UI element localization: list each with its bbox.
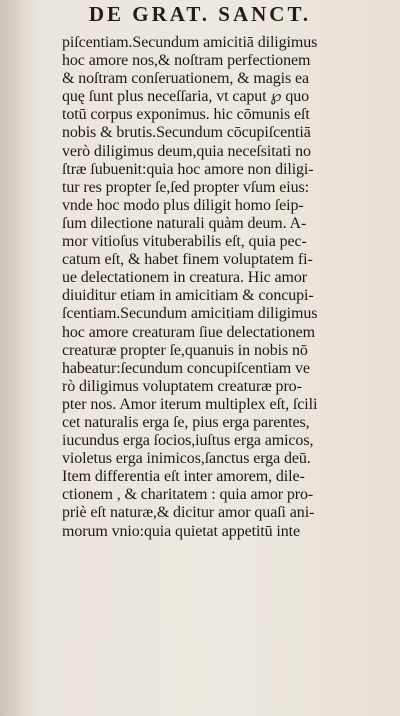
text-line: totū corpus exponimus. hic cōmunis eſt [62, 106, 310, 124]
text-line: quę ſunt plus neceſſaria, vt caput ℘ quo [62, 88, 310, 106]
text-line: rò diligimus voluptatem creaturæ pro- [62, 377, 302, 395]
text-line: priè eſt naturæ,& dicitur amor quaſi ani- [62, 504, 315, 522]
text-line: ſtræ ſubuenit:quia hoc amore non diligi- [62, 160, 314, 178]
text-line: tur res propter ſe,ſed propter vſum eius: [62, 178, 309, 196]
text-block [62, 34, 392, 541]
text-line: nobis & brutis.Secundum cōcupiſcentiā [62, 124, 311, 142]
text-line: hoc amore nos,& noſtram perfectionem [62, 52, 311, 70]
text-line: vnde hoc modo plus diligit homo ſeip- [62, 196, 304, 214]
text-line: ſum dilectione naturali quàm deum. A- [62, 214, 307, 232]
gutter-shadow [0, 0, 40, 716]
text-line: diuiditur etiam in amicitiam & concupi- [62, 287, 314, 305]
text-line: ue delectationem in creatura. Hic amor [62, 269, 307, 287]
text-line: hoc amore creaturam ſiue delectationem [62, 323, 315, 341]
text-line: cet naturalis erga ſe, pius erga parentes, [62, 413, 310, 431]
text-line: catum eſt, & habet finem voluptatem fi- [62, 251, 313, 269]
text-line: pter nos. Amor iterum multiplex eſt, ſcili [62, 395, 318, 413]
text-line: mor vitioſus vituberabilis eſt, quia pec- [62, 233, 307, 251]
text-line: & noſtram conſeruationem, & magis ea [62, 70, 309, 88]
text-line: violetus erga inimicos,ſanctus erga deū. [62, 450, 311, 468]
text-line: piſcentiam.Secundum amicitiā diligimus [62, 34, 318, 51]
text-line: iucundus erga ſocios,iuſtus erga amicos, [62, 432, 314, 450]
text-line: habeatur:ſecundum concupiſcentiam ve [62, 359, 310, 377]
text-line: morum vnio:quia quietat appetitū inte [62, 522, 301, 540]
text-line: creaturæ propter ſe,quanuis in nobis nō [62, 341, 308, 359]
text-line: ſcentiam.Secundum amicitiam diligimus [62, 305, 318, 323]
running-head: DE GRAT. SANCT. [88, 2, 312, 26]
text-line: Item differentia eſt inter amorem, dile- [62, 468, 305, 486]
text-line: ctionem , & charitatem : quia amor pro- [62, 486, 314, 504]
text-line: verò diligimus deum,quia neceſsitati no [62, 142, 311, 160]
